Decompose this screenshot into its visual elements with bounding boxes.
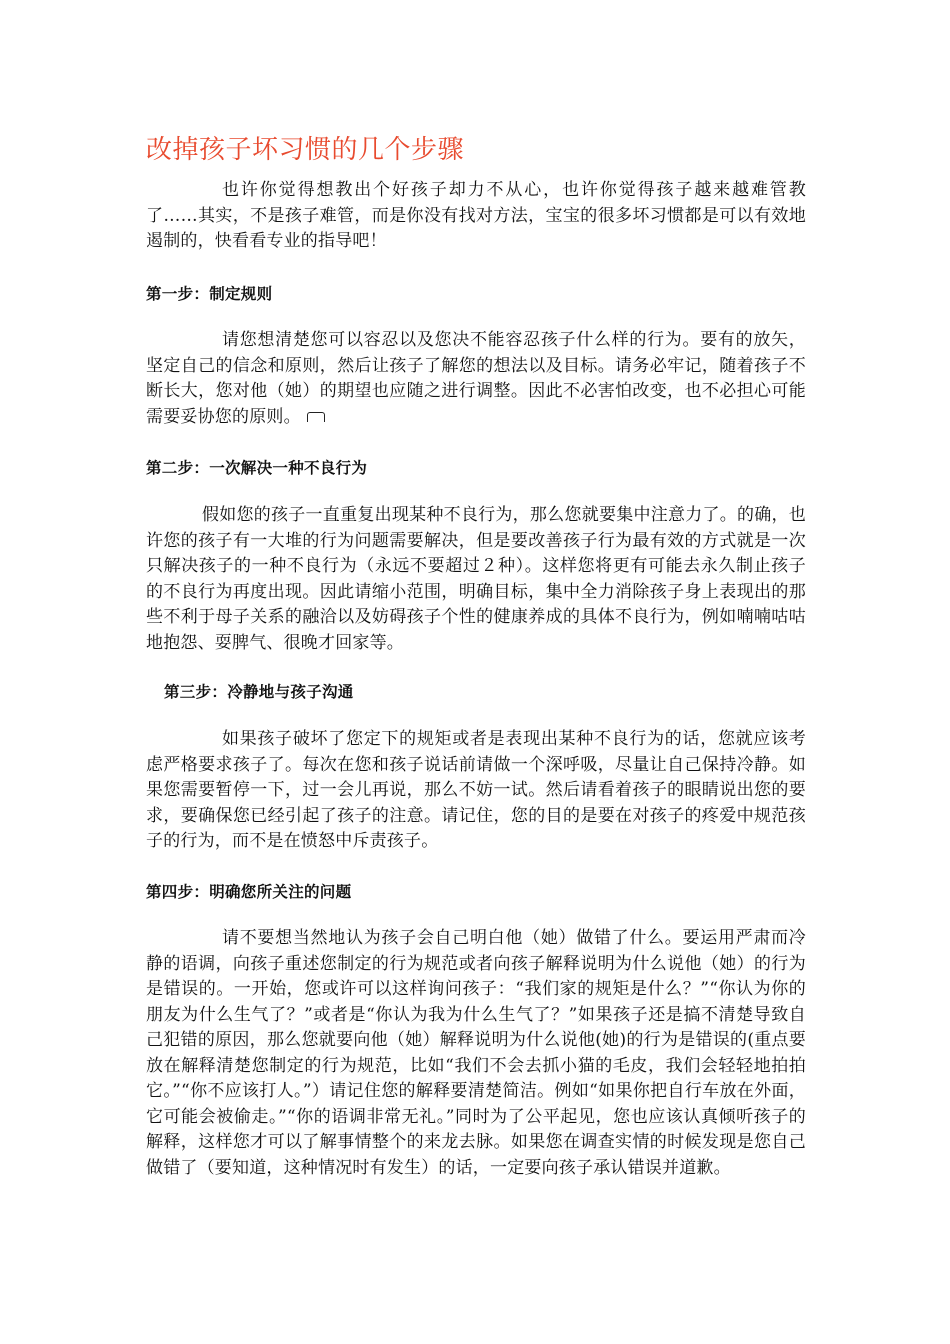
step-2-paragraph: 假如您的孩子一直重复出现某种不良行为，那么您就要集中注意力了。的确，也许您的孩子有一大堆的行为问题需要解决，但是要改善孩子行为最有效的方式就是一次只解决孩子的一种不良行为（永远不要超过２种）。这样您将更有可能去永久制止孩子的不良行为再度出现。因此请缩小范围，明确目标，集中全力消除孩子身上表现出的那些不利于母子关系的融洽以及妨碍孩子个性的健康养成的具体不良行为，例如喃喃咕咕地抱怨、耍脾气、很晚才回家等。 xyxy=(146,505,806,653)
step-4-paragraph: 请不要想当然地认为孩子会自己明白他（她）做错了什么。要运用严肃而冷静的语调，向孩子重述您制定的行为规范或者向孩子解释说明为什么说他（她）的行为是错误的。一开始，您或许可以这样询问孩子：“我们家的规矩是什么？”“你认为你的朋友为什么生气了？”或者是“你认为我为什么生气了？”如果孩子还是搞不清楚导致自己犯错的原因，那么您就要向他（她）解释说明为什么说他(她)的行为是错误的(重点要放在解释清楚您制定的行为规范，比如“我们不会去抓小猫的毛皮，我们会轻轻地拍拍它。”“你不应该打人。”）请记住您的解释要清楚简洁。例如“如果你把自行车放在外面，它可能会被偷走。”“你的语调非常无礼。”同时为了公平起见，您也应该认真倾听孩子的解释，这样您才可以了解事情整个的来龙去脉。如果您在调查实情的时候发现是您自己做错了（要知道，这种情况时有发生）的话，一定要向孩子承认错误并道歉。 xyxy=(146,928,806,1178)
step-3-heading: 第三步：冷静地与孩子沟通 xyxy=(164,683,354,701)
step-1-paragraph xyxy=(146,328,806,430)
document-title: 改掉孩子坏习惯的几个步骤 xyxy=(146,135,465,165)
artifact-mark-icon xyxy=(307,412,325,422)
intro-paragraph: 也许你觉得想教出个好孩子却力不从心，也许你觉得孩子越来越难管教了……其实，不是孩子难管，而是你没有找对方法，宝宝的很多坏习惯都是可以有效地遏制的，快看看专业的指导吧！ xyxy=(146,180,806,251)
step-3-paragraph: 如果孩子破坏了您定下的规矩或者是表现出某种不良行为的话，您就应该考虑严格要求孩子了。每次在您和孩子说话前请做一个深呼吸，尽量让自己保持冷静。如果您需要暂停一下，过一会儿再说，那么不妨一试。然后请看着孩子的眼睛说出您的要求，要确保您已经引起了孩子的注意。请记住，您的目的是要在对孩子的疼爱中规范孩子的行为，而不是在愤怒中斥责孩子。 xyxy=(146,729,806,851)
step-2-heading: 第二步：一次解决一种不良行为 xyxy=(146,459,368,477)
step-1-text: 请您想清楚您可以容忍以及您决不能容忍孩子什么样的行为。要有的放矢，坚定自己的信念和原则，然后让孩子了解您的想法以及目标。请务必牢记，随着孩子不断长大，您对他（她）的期望也应随之进行调整。因此不必害怕改变，也不必担心可能需要妥协您的原则。 xyxy=(146,330,806,427)
step-4-heading: 第四步：明确您所关注的问题 xyxy=(146,883,352,901)
step-1-heading: 第一步：制定规则 xyxy=(146,285,273,303)
